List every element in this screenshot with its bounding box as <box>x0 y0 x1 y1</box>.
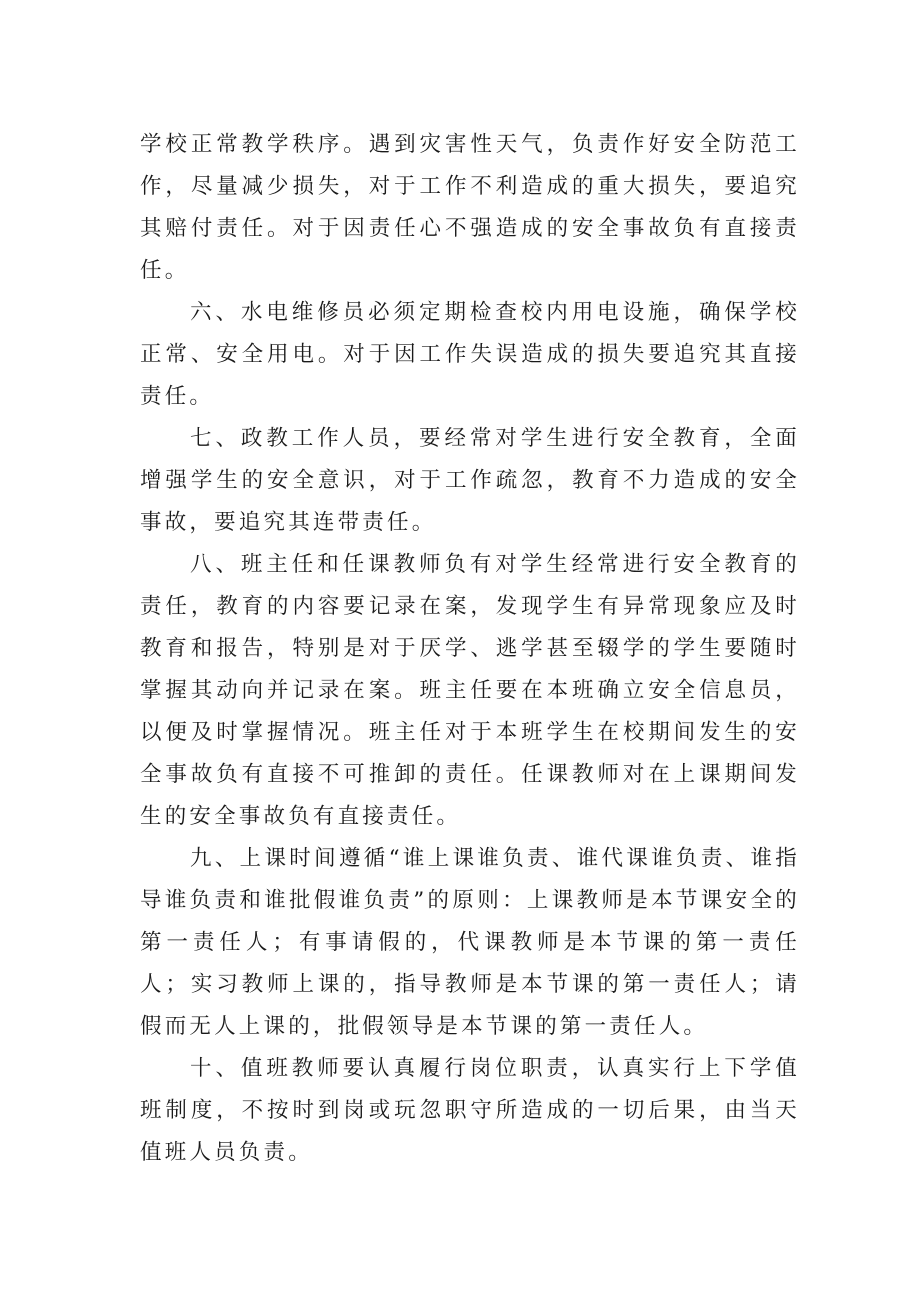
paragraph-continuation: 学校正常教学秩序。遇到灾害性天气，负责作好安全防范工作，尽量减少损失，对于工作不利造成的重大损失，要追究其赔付责任。对于因责任心不强造成的安全事故负有直接责任。 <box>140 132 800 283</box>
paragraph-eight: 八、班主任和任课教师负有对学生经常进行安全教育的责任，教育的内容要记录在案，发现学生有异常现象应及时教育和报告，特别是对于厌学、逃学甚至辍学的学生要随时掌握其动向并记录在案。班主任要在本班确立安全信息员，以便及时掌握情况。班主任对于本班学生在校期间发生的安全事故负有直接不可推卸的责任。任课教师对在上课期间发生的安全事故负有直接责任。 <box>140 552 800 829</box>
paragraph-ten: 十、值班教师要认真履行岗位职责，认真实行上下学值班制度，不按时到岗或玩忽职守所造成的一切后果，由当天值班人员负责。 <box>140 1056 800 1165</box>
paragraph-nine: 九、上课时间遵循“谁上课谁负责、谁代课谁负责、谁指导谁负责和谁批假谁负责”的原则：上课教师是本节课安全的第一责任人；有事请假的，代课教师是本节课的第一责任人；实习教师上课的，指导教师是本节课的第一责任人；请假而无人上课的，批假领导是本节课的第一责任人。 <box>140 846 800 1039</box>
paragraph-six: 六、水电维修员必须定期检查校内用电设施，确保学校正常、安全用电。对于因工作失误造成的损失要追究其直接责任。 <box>140 300 800 409</box>
paragraph-seven: 七、政教工作人员，要经常对学生进行安全教育，全面增强学生的安全意识，对于工作疏忽，教育不力造成的安全事故，要追究其连带责任。 <box>140 426 800 535</box>
document-page <box>140 124 800 1174</box>
